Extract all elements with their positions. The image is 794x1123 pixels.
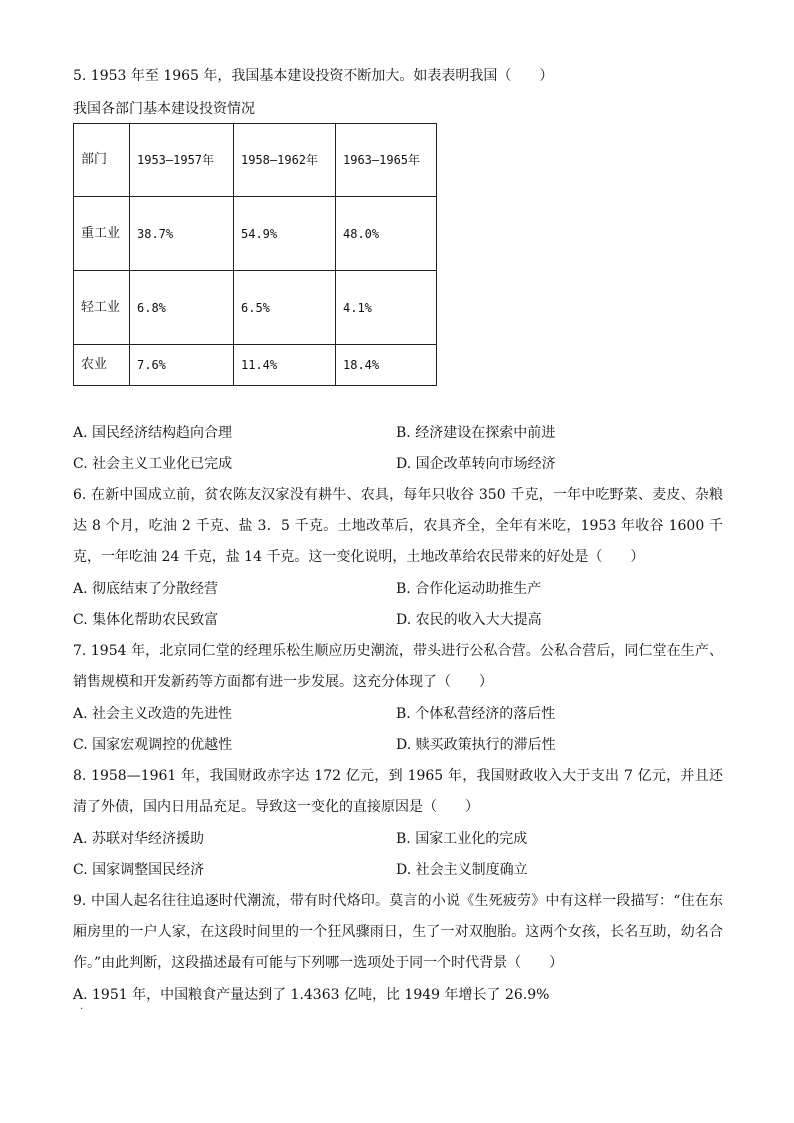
table-row — [74, 197, 437, 271]
header-period-1: 1953—1957年 — [130, 124, 234, 197]
q7-option-d: D. 赎买政策执行的滞后性 — [396, 737, 556, 753]
header-dept: 部门 — [74, 124, 130, 197]
q7-stem: 7. 1954 年，北京同仁堂的经理乐松生顺应历史潮流，带头进行公私合营。公私合营后，同仁堂在生产、销售规模和开发新药等方面都有进一步发展。这充分体现了（ ） — [73, 643, 723, 690]
q5-option-c: C. 社会主义工业化已完成 — [73, 456, 233, 472]
q8-option-d: D. 社会主义制度确立 — [396, 862, 528, 878]
row-value: 11.4% — [234, 345, 336, 386]
q5-option-a: A. 国民经济结构趋向合理 — [73, 425, 233, 441]
footer-mark: · — [80, 1004, 84, 1015]
q7-option-c: C. 国家宏观调控的优越性 — [73, 737, 233, 753]
row-value: 54.9% — [234, 197, 336, 271]
q5-option-d: D. 国企改革转向市场经济 — [396, 456, 556, 472]
table-caption: 我国各部门基本建设投资情况 — [73, 101, 255, 117]
table-row — [74, 271, 437, 345]
row-value: 7.6% — [130, 345, 234, 386]
row-value: 38.7% — [130, 197, 234, 271]
q7-option-b: B. 个体私营经济的落后性 — [396, 706, 556, 722]
row-value: 48.0% — [336, 197, 437, 271]
header-period-2: 1958—1962年 — [234, 124, 336, 197]
table-row — [74, 345, 437, 386]
header-period-3: 1963—1965年 — [336, 124, 437, 197]
q6-option-c: C. 集体化帮助农民致富 — [73, 612, 219, 628]
row-value: 18.4% — [336, 345, 437, 386]
row-value: 6.8% — [130, 271, 234, 345]
q6-stem: 6. 在新中国成立前，贫农陈友汉家没有耕牛、农具，每年只收谷 350 千克，一年中吃野菜、麦皮、杂粮达 8 个月，吃油 2 千克、盐 3．5 千克。土地改革后，农具齐全，全年有米吃，1953 年收谷 1600 千克，一年吃油 24 千克，盐 14 千克。这一变化说明，土地改革给农民带来的好处是（ ） — [73, 487, 723, 565]
q6-option-b: B. 合作化运动助推生产 — [396, 581, 542, 597]
q7-option-a: A. 社会主义改造的先进性 — [73, 706, 233, 722]
q8-stem: 8. 1958—1961 年，我国财政赤字达 172 亿元，到 1965 年，我国财政收入大于支出 7 亿元，并且还清了外债，国内日用品充足。导致这一变化的直接原因是（ ） — [73, 768, 723, 815]
row-dept: 农业 — [74, 345, 130, 386]
table-header-row — [74, 124, 437, 197]
q6-option-a: A. 彻底结束了分散经营 — [73, 581, 219, 597]
q5-stem: 5. 1953 年至 1965 年，我国基本建设投资不断加大。如表表明我国（ ） — [73, 68, 554, 84]
investment-table — [73, 123, 437, 386]
row-dept: 轻工业 — [74, 271, 130, 345]
q9-option-a: A. 1951 年，中国粮食产量达到了 1.4363 亿吨，比 1949 年增长了 26.9% — [73, 987, 550, 1003]
row-value: 6.5% — [234, 271, 336, 345]
row-value: 4.1% — [336, 271, 437, 345]
q9-stem: 9. 中国人起名往往追逐时代潮流，带有时代烙印。莫言的小说《生死疲劳》中有这样一段描写：“住在东厢房里的一户人家，在这段时间里的一个狂风骤雨日，生了一对双胞胎。这两个女孩，长名互助，幼名合作。”由此判断，这段描述最有可能与下列哪一选项处于同一个时代背景（ ） — [73, 893, 723, 971]
row-dept: 重工业 — [74, 197, 130, 271]
q8-option-a: A. 苏联对华经济援助 — [73, 831, 205, 847]
q8-option-c: C. 国家调整国民经济 — [73, 862, 205, 878]
q8-option-b: B. 国家工业化的完成 — [396, 831, 528, 847]
q5-option-b: B. 经济建设在探索中前进 — [396, 425, 556, 441]
q6-option-d: D. 农民的收入大大提高 — [396, 612, 542, 628]
